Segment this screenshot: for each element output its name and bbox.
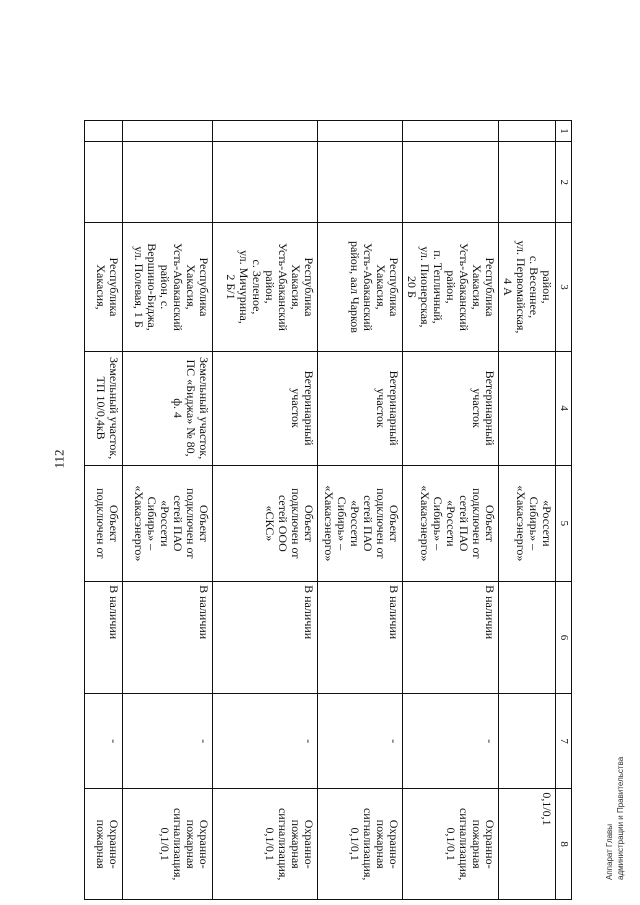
cell-consumers: 0,1/0,1 bbox=[499, 789, 556, 900]
table-row bbox=[85, 121, 123, 900]
cell-name bbox=[499, 141, 556, 223]
cell-c7: - bbox=[85, 693, 123, 788]
approval-stamp bbox=[604, 757, 626, 880]
stamp-line-1: Аппарат Главы bbox=[605, 823, 614, 880]
header-cell: 8 bbox=[556, 789, 572, 900]
table-row bbox=[499, 121, 556, 900]
cell-name bbox=[213, 141, 318, 223]
cell-address: Республика Хакасия, Усть-Абаканский район, с. Зеленое, ул. Мичурина, 2 Б/1 bbox=[213, 223, 318, 351]
cell-consumers: Охранно- пожарная сигнализация, 0,1/0,1 bbox=[123, 789, 213, 900]
cell-consumers: Охранно- пожарная bbox=[85, 789, 123, 900]
cell-power-source: Объект подключен от сетей ПАО «Россети Сибирь» – «Хакасэнерго» bbox=[123, 465, 213, 581]
cell-power-source: Объект подключен от bbox=[85, 465, 123, 581]
table-row bbox=[213, 121, 318, 900]
table-row bbox=[403, 121, 499, 900]
cell-object: Ветеринарный участок bbox=[318, 351, 403, 465]
cell-availability: В наличии bbox=[403, 582, 499, 694]
cell-availability: В наличии bbox=[318, 582, 403, 694]
table-header-row bbox=[556, 121, 572, 900]
page-number: 112 bbox=[51, 449, 67, 469]
header-cell: 1 bbox=[556, 121, 572, 142]
cell-name bbox=[403, 141, 499, 223]
header-cell: 2 bbox=[556, 141, 572, 223]
cell-address: Республика Хакасия, Усть-Абаканский район, с. Вершино-Биджа, ул. Полевая, 1 Б bbox=[123, 223, 213, 351]
cell-c7: - bbox=[403, 693, 499, 788]
table-row bbox=[123, 121, 213, 900]
cell-number bbox=[213, 121, 318, 142]
header-cell: 6 bbox=[556, 582, 572, 694]
cell-number bbox=[403, 121, 499, 142]
cell-consumers: Охранно- пожарная сигнализация, 0,1/0,1 bbox=[318, 789, 403, 900]
cell-object: Земельный участок, ПС «Биджа» № 80, ф. 4 bbox=[123, 351, 213, 465]
header-cell: 7 bbox=[556, 693, 572, 788]
cell-number bbox=[499, 121, 556, 142]
cell-address: Республика Хакасия, bbox=[85, 223, 123, 351]
cell-power-source: Объект подключен от сетей ПАО «Россети Сибирь» – «Хакасэнерго» bbox=[403, 465, 499, 581]
cell-object: Ветеринарный участок bbox=[403, 351, 499, 465]
cell-power-source: «Россети Сибирь» – «Хакасэнерго» bbox=[499, 465, 556, 581]
cell-object: Земельный участок, ТП 10/0,4кВ bbox=[85, 351, 123, 465]
cell-number bbox=[318, 121, 403, 142]
cell-object: Ветеринарный участок bbox=[213, 351, 318, 465]
table-row bbox=[318, 121, 403, 900]
cell-c7 bbox=[499, 693, 556, 788]
cell-consumers: Охранно- пожарная сигнализация, 0,1/0,1 bbox=[403, 789, 499, 900]
stamp-line-2: администрации и Правительства bbox=[616, 756, 625, 880]
cell-address: Республика Хакасия, Усть-Абаканский район, п. Тепличный, ул. Пионерская, 20 Б bbox=[403, 223, 499, 351]
cell-consumers: Охранно- пожарная сигнализация, 0,1/0,1 bbox=[213, 789, 318, 900]
cell-c7: - bbox=[213, 693, 318, 788]
cell-power-source: Объект подключен от сетей ПАО «Россети Сибирь» – «Хакасэнерго» bbox=[318, 465, 403, 581]
cell-name bbox=[123, 141, 213, 223]
cell-availability bbox=[499, 582, 556, 694]
objects-table bbox=[87, 120, 572, 900]
cell-object bbox=[499, 351, 556, 465]
cell-name bbox=[85, 141, 123, 223]
header-cell: 4 bbox=[556, 351, 572, 465]
cell-availability: В наличии bbox=[85, 582, 123, 694]
cell-address: Республика Хакасия, Усть-Абаканский район, аал Чарков bbox=[318, 223, 403, 351]
cell-address: район, с. Весеннее, ул. Первомайская, 4 А bbox=[499, 223, 556, 351]
cell-c7: - bbox=[123, 693, 213, 788]
cell-power-source: Объект подключен от сетей ООО «СКС» bbox=[213, 465, 318, 581]
cell-number bbox=[85, 121, 123, 142]
cell-c7: - bbox=[318, 693, 403, 788]
header-cell: 3 bbox=[556, 223, 572, 351]
cell-number bbox=[123, 121, 213, 142]
cell-name bbox=[318, 141, 403, 223]
cell-availability: В наличии bbox=[213, 582, 318, 694]
header-cell: 5 bbox=[556, 465, 572, 581]
cell-availability: В наличии bbox=[123, 582, 213, 694]
